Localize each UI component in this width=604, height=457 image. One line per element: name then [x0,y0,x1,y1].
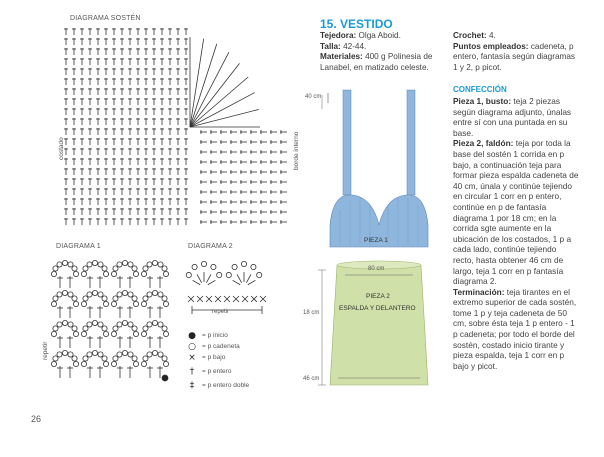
finishing-label: Terminación: [453,286,505,297]
crochet-value: 4. [488,31,496,40]
piece2-shape [330,265,428,385]
article-meta [320,31,448,73]
finishing-text: teja tirantes en el extremo superior de cada sostén, tome 1 p y teja cadeneta de 50 cm, sobre ésta teja 1 p entero - 1 p cadeneta; por todo el borde del sostén, costado inicio tirante y pieza espalda, teja 1 corr en p bajo y picot. [453,286,577,371]
article-title: 15. VESTIDO [320,17,393,31]
diagram2-title: DIAGRAMA 2 [188,243,233,250]
weaver-label: Tejedora: [320,31,357,40]
page-number: 26 [31,414,42,424]
size-label: Talla: [320,41,341,51]
legend-text: = p cadeneta [202,343,240,350]
cross-icon: × [188,352,196,363]
piece2-sub-label: ESPALDA Y DELANTERO [339,305,416,312]
right-strap [407,90,415,195]
legend-item [186,330,286,341]
points-label: Puntos empleados: [453,41,529,51]
materials-value: 400 g Polinesia de Lanabel, en matizado celeste. [320,52,433,72]
filled-dot-icon: ● [188,330,196,341]
diagram1-title: DIAGRAMA 1 [56,243,101,250]
legend-text: = p inicio [202,332,228,339]
legend-item [186,380,286,391]
left-strap [343,90,351,195]
chain-circle-icon: ○ [188,341,196,352]
diagram-sosten-title: DIAGRAMA SOSTÉN [70,15,141,22]
bottom-measure: 46 cm [303,376,320,382]
mid-measure: 18 cm [303,310,320,316]
weaver-value: Olga Aboid. [358,31,401,40]
piece2-label: Pieza 2, faldón: [453,138,514,149]
article-meta-right [453,31,581,73]
tall-stitch-icon: † [189,366,195,377]
legend-text: = p entero doble [202,382,250,389]
piece2-label-schematic: PIEZA 2 [366,293,390,300]
legend [186,330,286,391]
double-tall-stitch-icon: ‡ [189,380,195,391]
top-measure: 40 cm [305,94,322,100]
diagram2-repeat-label: repetir [212,309,230,315]
piece1-text: teja 2 piezas según diagrama adjunto, únalas entre sí con una puntada en su base. [453,96,572,138]
legend-item [186,366,286,377]
diagram-sosten-right-label: borde interno [293,131,300,170]
diagram-sosten-side-label: costado [58,137,65,160]
diagram1-chart [50,252,180,387]
piece2-text: teja por toda la base del sostén 1 corrida en p bajo, a continuación teja para formar pieza espalda cadeneta de 40 cm, únala y continúe tejiendo en circular 1 corr en p entero, continúe en p de fantasía diagrama 1 por 18 cm; en la corrida sgte aumente en la ubicación de los costados, 1 p a cada lado, continúe tejiendo recto, hasta obtener 46 cm de largo, teja 1 corr en p fantasía diagrama 2. [453,138,579,287]
diagram1-side-label: repetir [42,341,49,360]
instructions [453,96,579,371]
width-measure: 80 cm [368,266,385,272]
crochet-label: Crochet: [453,31,487,40]
materials-label: Materiales: [320,52,363,61]
section-heading: CONFECCIÓN [453,85,507,94]
piece1-label-schematic: PIEZA 1 [364,237,388,244]
diagram-sosten-chart [60,22,300,242]
points-value: cadeneta, p entero, fantasía según diagramas 1 y 2, p picot. [453,41,575,72]
size-value: 42-44. [343,41,367,51]
legend-item [186,341,286,352]
piece1-label: Pieza 1, busto: [453,96,512,106]
legend-text: = p entero [202,368,232,375]
legend-item [186,352,286,363]
legend-text: = p bajo [202,354,226,361]
